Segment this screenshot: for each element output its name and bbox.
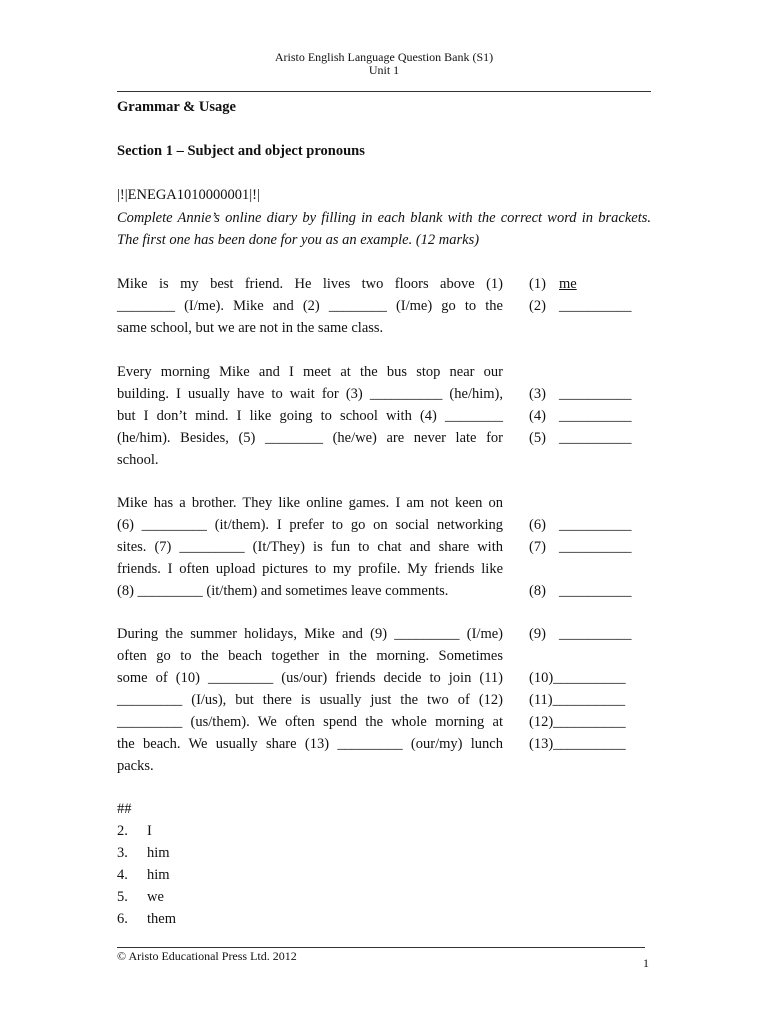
answer-key-number: 3. <box>117 845 128 861</box>
answer-blank-12[interactable] <box>529 711 626 733</box>
answer-value[interactable]: __________ <box>553 714 626 730</box>
answer-value[interactable]: __________ <box>553 670 626 686</box>
answer-blank-11[interactable] <box>529 689 625 711</box>
answer-number: (8) <box>529 583 546 599</box>
answer-value[interactable]: me <box>559 276 577 292</box>
answer-number: (4) <box>529 408 546 424</box>
paragraph-line: same school, but we are not in the same class. <box>117 320 384 336</box>
answer-value[interactable]: __________ <box>559 408 632 424</box>
answer-value[interactable]: __________ <box>559 517 632 533</box>
section-heading: Grammar & Usage <box>117 99 236 115</box>
answer-blank-3[interactable] <box>529 383 632 405</box>
answer-blank-4[interactable] <box>529 405 632 427</box>
paragraph-line: some of (10) _________ (us/our) friends decide to join (11) <box>117 670 503 686</box>
answer-key-text: I <box>147 823 152 839</box>
answer-value[interactable]: __________ <box>559 626 632 642</box>
answer-value[interactable]: __________ <box>559 539 632 555</box>
diary-paragraph-1 <box>117 273 503 339</box>
answer-blank-13[interactable] <box>529 733 626 755</box>
paragraph-line: Mike is my best friend. He lives two floors above (1) <box>117 276 503 292</box>
paragraph-line: often go to the beach together in the morning. Sometimes <box>117 648 503 664</box>
paragraph-line: Every morning Mike and I meet at the bus stop near our <box>117 364 503 380</box>
paragraph-line: school. <box>117 452 159 468</box>
answer-number: (10) <box>529 670 554 686</box>
answer-number: (3) <box>529 386 546 402</box>
answer-number: (9) <box>529 626 546 642</box>
footer-copyright: © Aristo Educational Press Ltd. 2012 <box>117 949 297 963</box>
answer-number: (2) <box>529 298 546 314</box>
answer-blank-9[interactable] <box>529 623 632 645</box>
answer-key-item <box>117 886 164 908</box>
paragraph-line: _________ (I/us), but there is usually just the two of (12) <box>117 692 503 708</box>
answer-value[interactable]: __________ <box>559 430 632 446</box>
answer-blank-1[interactable] <box>529 273 577 295</box>
paragraph-line: but I don’t mind. I like going to school with (4) ________ <box>117 408 503 424</box>
paragraph-line: (6) _________ (it/them). I prefer to go on social networking <box>117 517 503 533</box>
answer-key-text: him <box>147 845 170 861</box>
answer-value[interactable]: __________ <box>553 736 626 752</box>
answer-number: (6) <box>529 517 546 533</box>
paragraph-line: (8) _________ (it/them) and sometimes leave comments. <box>117 583 449 599</box>
answer-blank-10[interactable] <box>529 667 626 689</box>
question-code: |!|ENEGA1010000001|!| <box>117 187 260 203</box>
answer-key-item <box>117 864 170 886</box>
answer-number: (5) <box>529 430 546 446</box>
answer-blank-8[interactable] <box>529 580 632 602</box>
paragraph-line: Mike has a brother. They like online games. I am not keen on <box>117 495 503 511</box>
page-header <box>117 51 651 77</box>
header-unit: Unit 1 <box>368 63 400 77</box>
answer-key-marker: ## <box>117 801 132 817</box>
header-title: Aristo English Language Question Bank (S1) <box>274 50 494 64</box>
answer-value[interactable]: __________ <box>559 298 632 314</box>
diary-paragraph-4 <box>117 623 503 777</box>
answer-key-item <box>117 842 170 864</box>
answer-blank-7[interactable] <box>529 536 632 558</box>
answer-number: (12) <box>529 714 554 730</box>
answer-key-item <box>117 820 152 842</box>
paragraph-line: During the summer holidays, Mike and (9) _________ (I/me) <box>117 626 503 642</box>
diary-paragraph-3 <box>117 492 503 602</box>
footer-divider <box>117 947 645 948</box>
answer-number: (13) <box>529 736 554 752</box>
answer-value[interactable]: __________ <box>559 583 632 599</box>
answer-key-text: them <box>147 911 176 927</box>
paragraph-line: friends. I often upload pictures to my profile. My friends like <box>117 561 503 577</box>
answer-key-number: 6. <box>117 911 128 927</box>
answer-number: (1) <box>529 276 546 292</box>
answer-blank-6[interactable] <box>529 514 632 536</box>
paragraph-line: _________ (us/them). We often spend the whole morning at <box>117 714 503 730</box>
paragraph-line: packs. <box>117 758 154 774</box>
paragraph-line: (he/him). Besides, (5) ________ (he/we) are never late for <box>117 430 503 446</box>
answer-key-text: we <box>147 889 164 905</box>
answer-value[interactable]: __________ <box>559 386 632 402</box>
header-divider <box>117 91 651 92</box>
paragraph-line: building. I usually have to wait for (3) __________ (he/him), <box>117 386 503 402</box>
answer-key-item <box>117 908 176 930</box>
answer-number: (7) <box>529 539 546 555</box>
answer-blank-5[interactable] <box>529 427 632 449</box>
section-title: Section 1 – Subject and object pronouns <box>117 143 365 159</box>
page-number: 1 <box>643 956 649 970</box>
answer-blank-2[interactable] <box>529 295 632 317</box>
answer-key-number: 5. <box>117 889 128 905</box>
paragraph-line: sites. (7) _________ (It/They) is fun to chat and share with <box>117 539 503 555</box>
answer-value[interactable]: __________ <box>552 692 626 708</box>
instructions: Complete Annie’s online diary by filling in each blank with the correct word in brackets. The first one has been done for you as an example. (12 marks) <box>117 210 651 248</box>
diary-paragraph-2 <box>117 361 503 471</box>
answer-number: (11) <box>529 692 553 708</box>
answer-key-number: 2. <box>117 823 128 839</box>
paragraph-line: ________ (I/me). Mike and (2) ________ (I/me) go to the <box>117 298 503 314</box>
paragraph-line: the beach. We usually share (13) _________ (our/my) lunch <box>117 736 503 752</box>
answer-key-number: 4. <box>117 867 128 883</box>
answer-key-text: him <box>147 867 170 883</box>
